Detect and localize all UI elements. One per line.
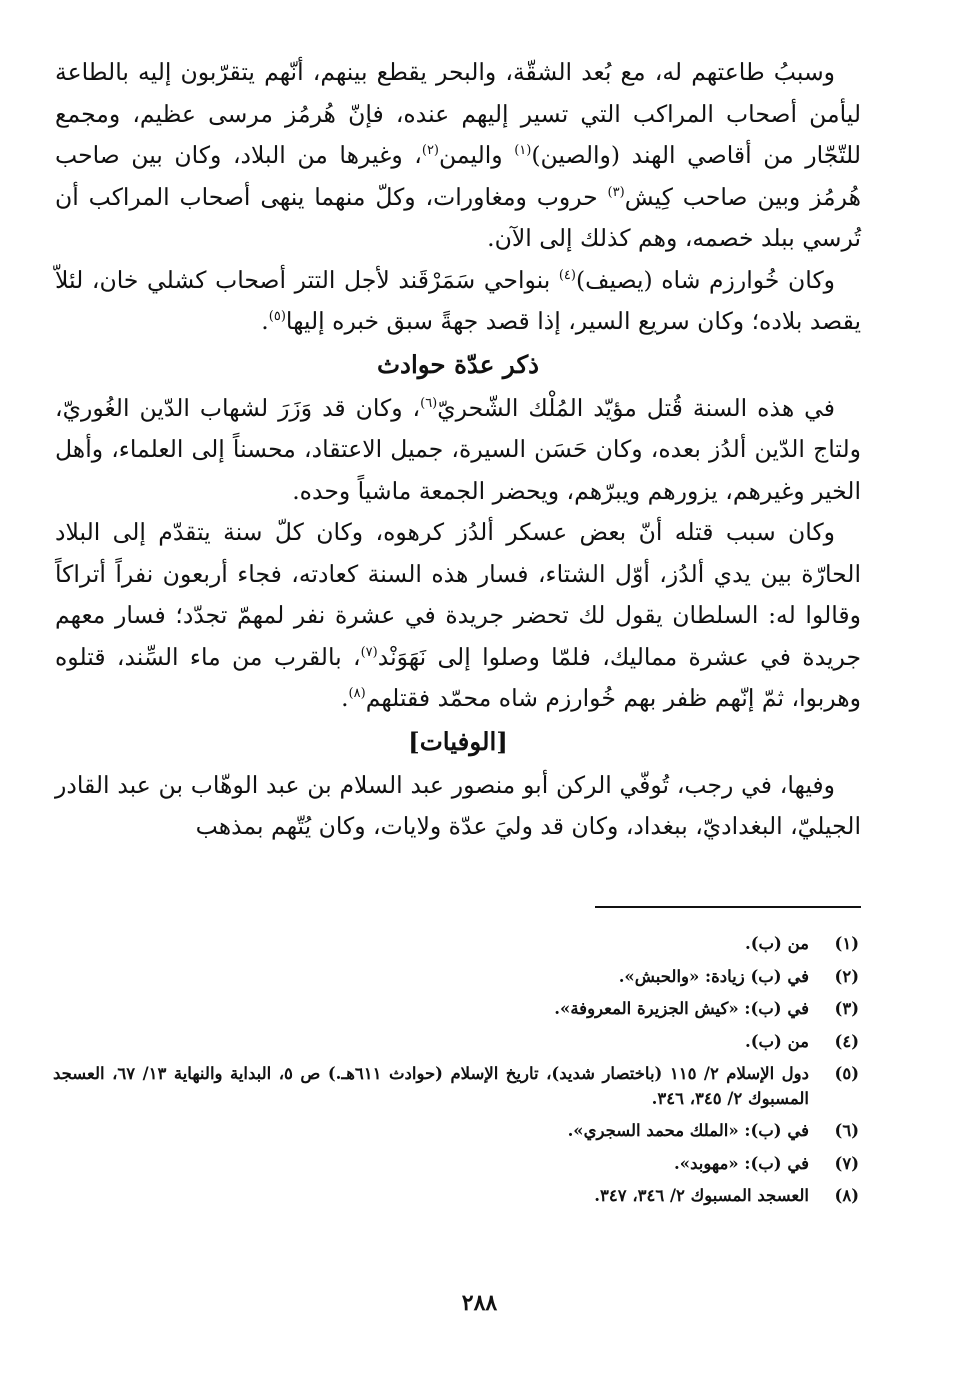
footnote-ref-4[interactable]: (٤) bbox=[558, 267, 576, 283]
paragraph-5: وفيها، في رجب، تُوفّي الركن أبو منصور عبد السلام بن عبد الوهّاب بن عبد القادر الجيليّ، البغداديّ، ببغداد، وكان قد وليَ عدّة ولايات، وكان يُتّهم بمذهب bbox=[55, 770, 861, 840]
footnote-item bbox=[53, 965, 861, 990]
footnote-text: في (ب): «مهوبد». bbox=[674, 1153, 809, 1173]
footnote-item bbox=[53, 1152, 861, 1177]
section-heading-events: ذكر عدّة حوادث bbox=[376, 349, 540, 379]
footnote-ref-2[interactable]: (٢) bbox=[421, 143, 439, 159]
footnote-number: (٨) bbox=[834, 1186, 859, 1205]
main-text bbox=[55, 52, 861, 848]
paragraph-4: وكان سبب قتله أنّ بعض عسكر ألدُز كرهوه، وكان كلّ سنة يتقدّم إلى البلاد الحارّة بين يدي ألدُز، أوّل الشتاء، فسار هذه السنة كعادته، فجاء أربعون نفراً أتراكاً وقالوا له: السلطان يقول لك تحضر جريدة في عشرة نفر لمهمّ تجدّد؛ فسار معهم جريدة في عشرة مماليك، فلمّا وصلوا إلى نَهَوَنْد$^{(٧)}$، بالقرب من ماء السِّند، قتلوه وهربوا، ثمّ إنّهم ظفر بهم خُوارزم شاه محمّد فقتلهم$^{(٨)}$. bbox=[55, 518, 861, 712]
footnote-text: من (ب). bbox=[744, 1031, 809, 1051]
footnote-number: (٢) bbox=[834, 966, 859, 986]
footnote-text: دول الإسلام ٢/ ١١٥ (باختصار شديد)، تاريخ الإسلام (حوادث ٦١١هـ.) ص ٥، البداية والنهاية ١٣/ ٦٧، العسجد المسبوك ٢/ ٣٤٥، ٣٤٦. bbox=[53, 1064, 809, 1108]
footnote-item bbox=[53, 1184, 861, 1209]
section-heading-deaths: [الوفيات] bbox=[408, 726, 508, 756]
footnote-number: (٧) bbox=[834, 1153, 859, 1173]
footnote-ref-8[interactable]: (٨) bbox=[348, 686, 366, 702]
footnote-ref-7[interactable]: (٧) bbox=[360, 644, 378, 660]
page-number: ٢٨٨ bbox=[461, 1290, 498, 1316]
footnote-divider bbox=[595, 906, 861, 908]
footnote-number: (٥) bbox=[834, 1064, 859, 1083]
footnote-ref-1[interactable]: (١) bbox=[514, 143, 532, 159]
footnote-text: في (ب): «الملك محمد السجري». bbox=[567, 1121, 809, 1140]
footnote-ref-3[interactable]: (٣) bbox=[607, 184, 625, 200]
footnote-item bbox=[53, 1062, 861, 1111]
footnote-ref-5[interactable]: (٥) bbox=[268, 309, 286, 325]
footnote-number: (٤) bbox=[834, 1031, 859, 1051]
paragraph-3: في هذه السنة قُتل مؤيّد المُلْك الشّحريّ$^{(٦)}$، وكان قد وَزَرَ لشهاب الدّين الغُوريّ، ولتاج الدّين ألدُز بعده، وكان حَسَن السيرة، جميل الاعتقاد، محسناً إلى العلماء، وأهل الخير وغيرهم، يزورهم ويبرّهم، ويحضر الجمعة ماشياً وحده. bbox=[55, 393, 861, 505]
footnote-text: في (ب): «كيش الجزيرة المعروفة». bbox=[554, 999, 809, 1018]
footnote-item bbox=[53, 1119, 861, 1144]
footnote-ref-6[interactable]: (٦) bbox=[420, 395, 438, 411]
footnote-item bbox=[53, 1030, 861, 1055]
footnote-number: (٣) bbox=[834, 999, 859, 1018]
footnote-item bbox=[53, 932, 861, 957]
footnotes bbox=[53, 932, 861, 1217]
footnote-item bbox=[53, 997, 861, 1022]
footnote-text: في (ب) زيادة: «والحبش». bbox=[618, 966, 809, 986]
paragraph-2: وكان خُوارزم شاه (يصيف)$^{(٤)}$ بنواحي سَمَرْقَند لأجل التتر أصحاب كشلي خان، لئلاّ يقصد بلاده؛ وكان سريع السير، إذا قصد جهةً سبق خبره إليها$^{(٥)}$. bbox=[55, 265, 861, 335]
footnote-number: (٦) bbox=[834, 1121, 859, 1140]
footnote-text: العسجد المسبوك ٢/ ٣٤٦، ٣٤٧. bbox=[594, 1186, 809, 1205]
footnote-number: (١) bbox=[834, 934, 859, 953]
footnote-text: من (ب). bbox=[744, 934, 809, 953]
paragraph-1: وسببُ طاعتهم له، مع بُعد الشقّة، والبحر يقطع بينهم، أنّهم يتقرّبون إليه بالطاعة ليأمن أصحاب المراكب التي تسير إليهم عنده، فإنّ هُرمُز مرسى عظيم، ومجمع للتّجّار من أقاصي الهند (والصين)$^{(١)}$ واليمن$^{(٢)}$، وغيرها من البلاد، وكان بين صاحب هُرمُز وبين صاحب كِيش$^{(٣)}$ حروب ومغاورات، وكلّ منهما ينهى أصحاب المراكب أن تُرسي ببلد خصمه، وهم كذلك إلى الآن. bbox=[55, 58, 861, 252]
